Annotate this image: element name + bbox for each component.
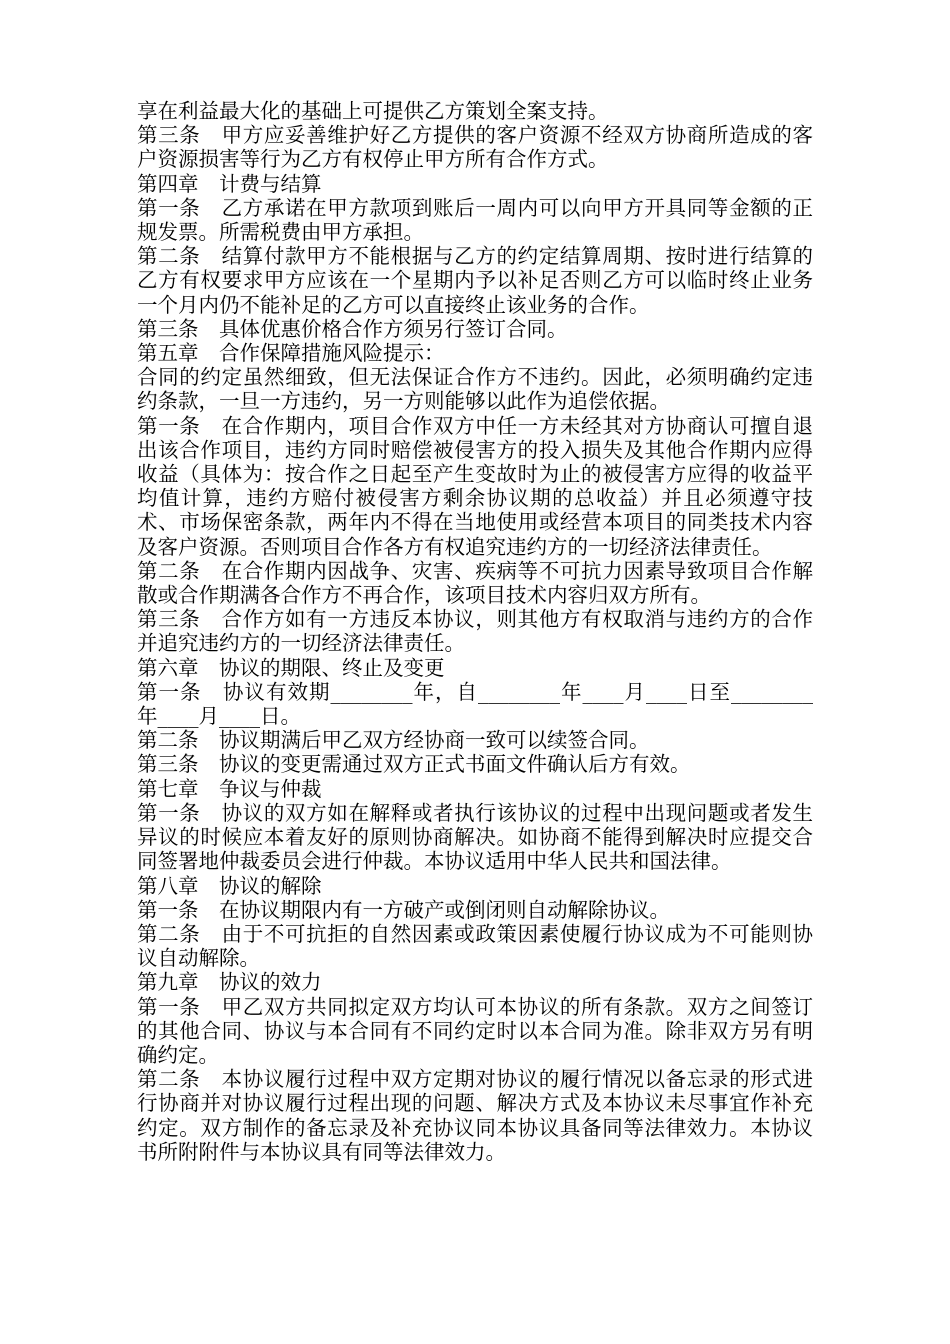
chapter4-heading: 第四章 计费与结算: [137, 171, 322, 196]
chapter7-article1: 第一条 协议的双方如在解释或者执行该协议的过程中出现问题或者发生异议的时候应本着友好的原则协商解决。如协商不能得到解决时应提交合同签署地仲裁委员会进行仲裁。本协议适用中华人民共和国法律。: [137, 800, 813, 874]
chapter8-heading: 第八章 协议的解除: [137, 873, 322, 898]
chapter6-article1: 第一条 协议有效期________年，自________年____月____日至________年____月____日。: [137, 679, 813, 729]
chapter5-article2: 第二条 在合作期内因战争、灾害、疾病等不可抗力因素导致项目合作解散或合作期满各合作方不再合作，该项目技术内容归双方所有。: [137, 558, 813, 608]
chapter4-article1: 第一条 乙方承诺在甲方款项到账后一周内可以向甲方开具同等金额的正规发票。所需税费由甲方承担。: [137, 195, 813, 245]
chapter8-article2: 第二条 由于不可抗拒的自然因素或政策因素使履行协议成为不可能则协议自动解除。: [137, 921, 813, 971]
chapter4-article2: 第二条 结算付款甲方不能根据与乙方的约定结算周期、按时进行结算的乙方有权要求甲方应该在一个星期内予以补足否则乙方可以临时终止业务一个月内仍不能补足的乙方可以直接终止该业务的合作。: [137, 244, 813, 317]
chapter5-heading: 第五章 合作保障措施风险提示：: [137, 341, 445, 366]
paragraph-continuation: 享在利益最大化的基础上可提供乙方策划全案支持。: [137, 99, 609, 123]
chapter6-article2: 第二条 协议期满后甲乙双方经协商一致可以续签合同。: [137, 728, 650, 753]
chapter9-article2: 第二条 本协议履行过程中双方定期对协议的履行情况以备忘录的形式进行协商并对协议履行过程出现的问题、解决方式及本协议未尽事宜作补充约定。双方制作的备忘录及补充协议同本协议具备同等法律效力。本协议书所附附件与本协议具有同等法律效力。: [137, 1067, 813, 1164]
document-body: [137, 99, 813, 1164]
chapter6-heading: 第六章 协议的期限、终止及变更: [137, 655, 445, 680]
chapter3-article3: 第三条 甲方应妥善维护好乙方提供的客户资源不经双方协商所造成的客户资源损害等行为乙方有权停止甲方所有合作方式。: [137, 123, 813, 172]
chapter9-heading: 第九章 协议的效力: [137, 970, 322, 995]
chapter6-article3: 第三条 协议的变更需通过双方正式书面文件确认后方有效。: [137, 752, 691, 777]
chapter8-article1: 第一条 在协议期限内有一方破产或倒闭则自动解除协议。: [137, 897, 670, 922]
chapter5-article1: 第一条 在合作期内，项目合作双方中任一方未经其对方协商认可擅自退出该合作项目，违约方同时赔偿被侵害方的投入损失及其他合作期内应得收益（具体为：按合作之日起至产生变故时为止的被侵害方应得的收益平均值计算，违约方赔付被侵害方剩余协议期的总收益）并且必须遵守技术、市场保密条款，两年内不得在当地使用或经营本项目的同类技术内容及客户资源。否则项目合作各方有权追究违约方的一切经济法律责任。: [137, 413, 813, 559]
chapter4-article3: 第三条 具体优惠价格合作方须另行签订合同。: [137, 316, 568, 341]
chapter9-article1: 第一条 甲乙双方共同拟定双方均认可本协议的所有条款。双方之间签订的其他合同、协议与本合同有不同约定时以本合同为准。除非双方另有明确约定。: [137, 994, 813, 1067]
chapter7-heading: 第七章 争议与仲裁: [137, 776, 322, 801]
chapter5-intro: 合同的约定虽然细致，但无法保证合作方不违约。因此，必须明确约定违约条款，一旦一方违约，另一方则能够以此作为追偿依据。: [137, 365, 813, 414]
chapter5-article3: 第三条 合作方如有一方违反本协议，则其他方有权取消与违约方的合作并追究违约方的一切经济法律责任。: [137, 607, 813, 656]
